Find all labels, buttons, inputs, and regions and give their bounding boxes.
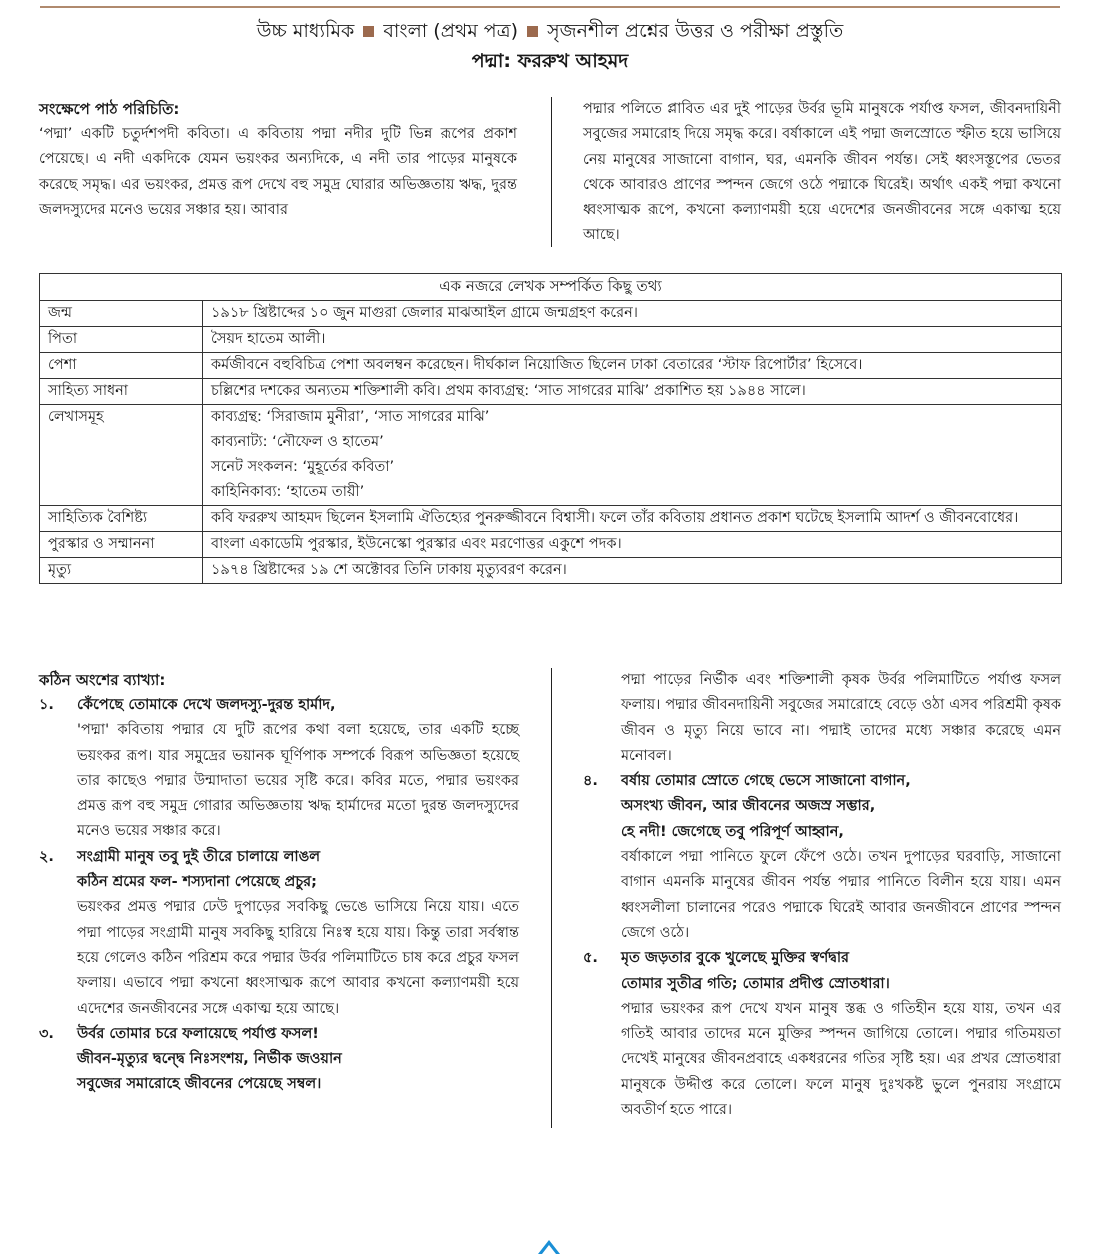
quoted-line: উর্বর তোমার চরে ফলায়েছে পর্যাপ্ত ফসল! (77, 1025, 319, 1042)
table-row (40, 405, 1062, 506)
row-key: পেশা (40, 353, 203, 379)
square-bullet-icon (527, 26, 538, 37)
quoted-line: জীবন-মৃত্যুর দ্বন্দ্বে নিঃসংশয়, নির্ভীক জওয়ান (77, 1051, 342, 1068)
header-level: উচ্চ মাধ্যমিক (256, 20, 355, 42)
row-key: লেখাসমূহ (40, 405, 203, 506)
item-number: ৪. (583, 773, 598, 790)
column-divider (551, 668, 552, 1128)
page-header (0, 16, 1100, 76)
intro-left-text: ‘পদ্মা’ একটি চতুর্দশপদী কবিতা। এ কবিতায় পদ্মা নদীর দুটি ভিন্ন রূপের প্রকাশ পেয়েছে। এ নদী একদিকে যেমন ভয়ংকর অন্যদিকে, এ নদী তার পাড়ের মানুষকে করেছে সমৃদ্ধ। এর ভয়ংকর, প্রমত্ত রূপ দেখে বহু সমুদ্র ঘোরার অভিজ্ঞতায় ঋদ্ধ, দুরন্ত জলদস্যুদের মনেও ভয়ের সঞ্চার হয়। আবার (39, 126, 517, 218)
row-value: সৈয়দ হাতেম আলী। (203, 327, 1062, 353)
table-row (40, 379, 1062, 405)
item-answer: 'পদ্মা' কবিতায় পদ্মার যে দুটি রূপের কথা বলা হয়েছে, তার একটি হচ্ছে ভয়ংকর রূপ। যার সমুদ্রের ভয়ানক ঘূর্ণিপাক সম্পর্কে বিরূপ অভিজ্ঞতা হয়েছে তার কাছেও পদ্মার উন্মাদাতা ভয়ের সৃষ্টি করে। কবির মতে, পদ্মার ভয়ংকর প্রমত্ত রূপ বহু সমুদ্র গোরার অভিজ্ঞতায় ঋদ্ধ হার্মাদের মতো দুরন্ত জলদস্যুদের মনেও ভয়ের সঞ্চার করে। (77, 722, 519, 840)
quoted-line: কেঁপেছে তোমাকে দেখে জলদস্যু-দুরন্ত হার্মাদ, (77, 697, 336, 713)
quoted-line: সংগ্রামী মানুষ তবু দুই তীরে চালায়ে লাঙল (77, 848, 321, 865)
intro-right-text: পদ্মার পলিতে প্লাবিত এর দুই পাড়ের উর্বর ভূমি মানুষকে পর্যাপ্ত ফসল, জীবনদায়িনী সবুজের সমারোহ দিয়ে সমৃদ্ধ করে। বর্ষাকালে এই পদ্মা জলস্রোতে স্ফীত হয়ে ভাসিয়ে নেয় মানুষের সাজানো বাগান, ঘর, এমনকি জীবন পর্যন্ত। সেই ধ্বংসস্তূপের ভেতর থেকে আবারও প্রাণের স্পন্দন জেগে ওঠে পদ্মাকে ঘিরেই। অর্থাৎ একই পদ্মা কখনো ধ্বংসাত্মক রূপে, কখনো কল্যাণময়ী হয়ে এদেশের জনজীবনের সঙ্গে একাত্ম হয়ে আছে। (583, 101, 1061, 244)
item-number: ৩. (39, 1025, 54, 1042)
table-row (40, 532, 1062, 558)
item-number: ১. (39, 697, 54, 713)
page-title: পদ্মা: ফররুখ আহমদ (471, 50, 629, 72)
row-value: ১৯৭৪ খ্রিষ্টাব্দের ১৯ শে অক্টোবর তিনি ঢাকায় মৃত্যুবরণ করেন। (203, 558, 1062, 584)
row-key: মৃত্যু (40, 558, 203, 584)
explanation-item (39, 1022, 519, 1098)
quoted-line: অসংখ্য জীবন, আর জীবনের অজস্র সম্ভার, (621, 798, 876, 815)
row-value: বাংলা একাডেমি পুরস্কার, ইউনেস্কো পুরস্কার এবং মরণোত্তর একুশে পদক। (203, 532, 1062, 558)
quoted-line: সবুজের সমারোহে জীবনের পেয়েছে সম্বল। (77, 1076, 322, 1093)
item-number: ৫. (583, 950, 598, 967)
item-answer: পদ্মার ভয়ংকর রূপ দেখে যখন মানুষ স্তব্ধ ও গতিহীন হয়ে যায়, তখন এর গতিই আবার তাদের মনে মুক্তির স্পন্দন জাগিয়ে তোলে। পদ্মার গতিময়তা দেখেই মানুষের জীবনপ্রবাহে একধরনের গতির সৃষ্টি হয়। এর প্রখর স্রোতধারা মানুষকে উদ্দীপ্ত করে তোলে। ফলে মানুষ দুঃখকষ্ট ভুলে পুনরায় সংগ্রামে অবতীর্ণ হতে পারে। (621, 1000, 1061, 1119)
explanations-left-column (39, 668, 519, 1098)
item-answer-continued: পদ্মা পাড়ের নির্ভীক এবং শক্তিশালী কৃষক উর্বর পলিমাটিতে পর্যাপ্ত ফসল ফলায়। পদ্মার জীবনদায়িনী সবুজের সমারোহে বেড়ে ওঠা এসব পরিশ্রমী কৃষক জীবন ও মৃত্যু নিয়ে ভাবে না। পদ্মাই তাদের মধ্যে সঞ্চার করেছে এমন মনোবল। (621, 672, 1061, 764)
item-answer: ভয়ংকর প্রমত্ত পদ্মার ঢেউ দুপাড়ের সবকিছু ভেঙে ভাসিয়ে নিয়ে যায়। এতে পদ্মা পাড়ের সংগ্রামী মানুষ সবকিছু হারিয়ে নিঃস্ব হয়ে যায়। কিন্তু তারা সর্বস্বান্ত হয়ে গেলেও কঠিন পরিশ্রম করে পদ্মার উর্বর পলিমাটিতে চাষ করে প্রচুর ফসল ফলায়। এভাবে পদ্মা কখনো ধ্বংসাত্মক রূপে আবার কখনো কল্যাণময়ী হয়ে এদেশের জনজীবনের সঙ্গে একাত্ম হয়ে আছে। (77, 899, 519, 1017)
work-line: কাব্যনাট্য: ‘নৌফেল ও হাতেম’ (211, 434, 384, 450)
info-table-title: এক নজরে লেখক সম্পর্কিত কিছু তথ্য (40, 274, 1062, 301)
publisher-logo-icon (536, 1238, 562, 1254)
row-value: চল্লিশের দশকের অন্যতম শক্তিশালী কবি। প্রথম কাব্যগ্রন্থ: ‘সাত সাগরের মাঝি’ প্রকাশিত হয় ১৯৪৪ সালে। (203, 379, 1062, 405)
row-key: সাহিত্যিক বৈশিষ্ট্য (40, 506, 203, 532)
explanations-heading: কঠিন অংশের ব্যাখ্যা: (39, 671, 166, 689)
row-value: ১৯১৮ খ্রিষ্টাব্দের ১০ জুন মাগুরা জেলার মাঝআইল গ্রামে জন্মগ্রহণ করেন। (203, 301, 1062, 327)
table-row (40, 327, 1062, 353)
row-key: সাহিত্য সাধনা (40, 379, 203, 405)
row-value: কর্মজীবনে বহুবিচিত্র পেশা অবলম্বন করেছেন। দীর্ঘকাল নিয়োজিত ছিলেন ঢাকা বেতারের ‘স্টাফ রিপোর্টার’ হিসেবে। (203, 353, 1062, 379)
work-line: কাব্যগ্রন্থ: ‘সিরাজাম মুনীরা’, ‘সাত সাগরের মাঝি’ (211, 409, 490, 425)
quoted-line: তোমার সুতীব্র গতি; তোমার প্রদীপ্ত স্রোতধারা। (621, 975, 890, 992)
row-key: পিতা (40, 327, 203, 353)
header-breadcrumb (0, 16, 1100, 46)
table-row (40, 301, 1062, 327)
explanation-item (39, 845, 519, 1022)
work-line: সনেট সংকলন: ‘মুহূর্তের কবিতা’ (211, 459, 395, 475)
author-info-table (39, 273, 1062, 584)
table-row (40, 558, 1062, 584)
row-key: জন্ম (40, 301, 203, 327)
quoted-line: মৃত জড়তার বুকে খুলেছে মুক্তির স্বর্ণদ্বার (621, 950, 850, 967)
item-answer: বর্ষাকালে পদ্মা পানিতে ফুলে ফেঁপে ওঠে। তখন দুপাড়ের ঘরবাড়ি, সাজানো বাগান এমনকি মানুষের জীবন পর্যন্ত পদ্মার পানিতে বিলীন হয়ে যায়। এমন ধ্বংসলীলা চালানের পরেও পদ্মাকে ঘিরেই আবার জনজীবনে প্রাণের স্পন্দন জেগে ওঠে। (621, 849, 1061, 941)
header-subject: বাংলা (প্রথম পত্র) (383, 20, 519, 42)
header-series: সৃজনশীল প্রশ্নের উত্তর ও পরীক্ষা প্রস্তুতি (547, 20, 844, 42)
table-row (40, 506, 1062, 532)
explanations-right-column (583, 668, 1061, 1123)
work-line: কাহিনিকাব্য: ‘হাতেম তায়ী’ (211, 484, 365, 500)
table-row (40, 353, 1062, 379)
explanation-item (39, 693, 519, 845)
column-divider (551, 97, 552, 247)
intro-left-column (39, 97, 517, 223)
square-bullet-icon (363, 26, 374, 37)
intro-heading: সংক্ষেপে পাঠ পরিচিতি: (39, 100, 180, 118)
row-key: পুরস্কার ও সম্মাননা (40, 532, 203, 558)
quoted-line: কঠিন শ্রমের ফল- শস্যদানা পেয়েছে প্রচুর; (77, 874, 317, 891)
quoted-line: হে নদী! জেগেছে তবু পরিপূর্ণ আহ্বান, (621, 823, 844, 840)
item-number: ২. (39, 848, 54, 865)
quoted-line: বর্ষায় তোমার স্রোতে গেছে ভেসে সাজানো বাগান, (621, 773, 911, 790)
explanation-item (583, 946, 1061, 1123)
top-rule (40, 6, 1060, 8)
works-list (203, 405, 1062, 506)
explanation-item (583, 769, 1061, 946)
row-value: কবি ফররুখ আহমদ ছিলেন ইসলামি ঐতিহ্যের পুনরুজ্জীবনে বিশ্বাসী। ফলে তাঁর কবিতায় প্রধানত প্রকাশ ঘটেছে ইসলামি আদর্শ ও জীবনবোধের। (203, 506, 1062, 532)
intro-right-column (583, 97, 1061, 249)
